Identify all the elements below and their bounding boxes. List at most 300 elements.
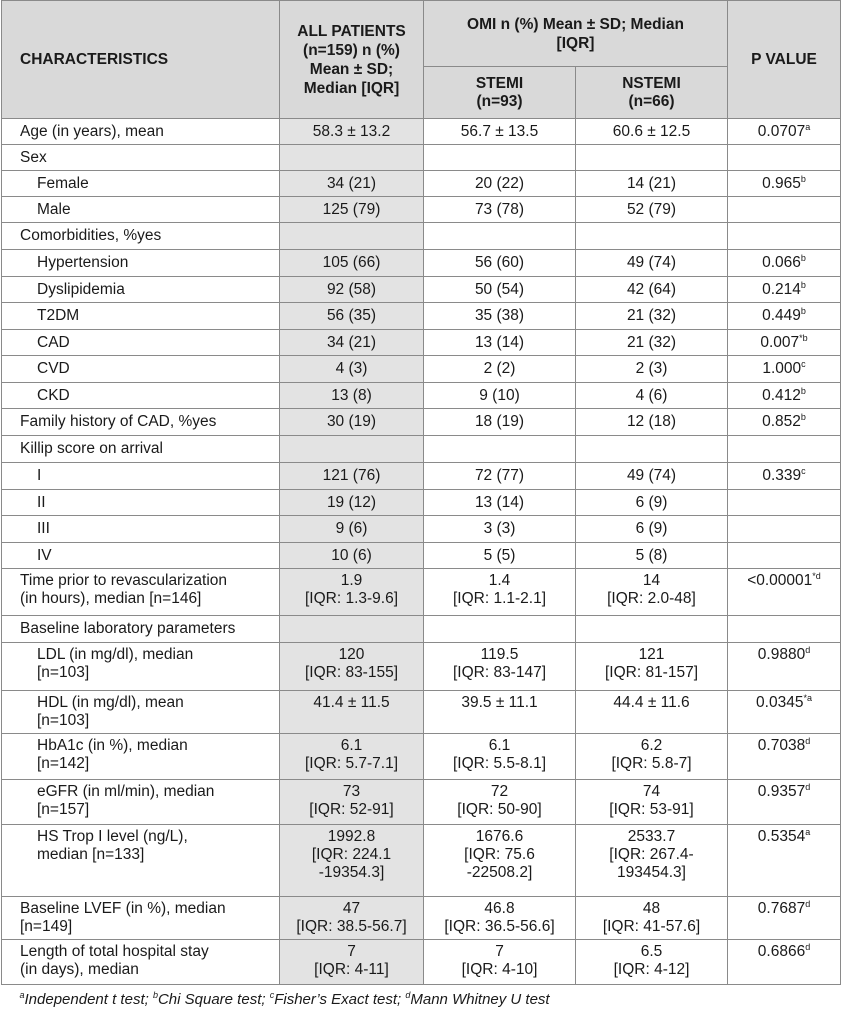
header-all-patients-text: ALL PATIENTS (n=159) n (%) Mean ± SD; Median [IQR] bbox=[297, 22, 406, 97]
cell-all-patients bbox=[280, 616, 424, 643]
cell-nstemi bbox=[576, 171, 728, 197]
cell-stemi-text: 35 (38) bbox=[474, 307, 525, 324]
cell-all-patients bbox=[280, 250, 424, 277]
row-label-text: eGFR (in ml/min), median [n=157] bbox=[37, 783, 215, 818]
cell-nstemi-text: 49 (74) bbox=[626, 254, 677, 271]
cell-p-value-text: 0.412 bbox=[762, 386, 801, 404]
cell-p-value bbox=[728, 490, 841, 516]
header-stemi bbox=[424, 67, 576, 119]
cell-stemi-text: 119.5 [IQR: 83-147] bbox=[452, 646, 547, 681]
cell-nstemi-text: 4 (6) bbox=[635, 386, 668, 404]
row-label bbox=[2, 436, 280, 463]
cell-all-patients bbox=[280, 303, 424, 330]
cell-stemi-text: 50 (54) bbox=[474, 280, 525, 298]
cell-stemi bbox=[424, 330, 576, 356]
cell-p-value bbox=[728, 691, 841, 734]
table-row bbox=[2, 330, 841, 356]
p-value-superscript: *b bbox=[799, 332, 808, 343]
cell-nstemi bbox=[576, 691, 728, 734]
row-label-text: Baseline laboratory parameters bbox=[20, 620, 236, 637]
row-label bbox=[2, 409, 280, 436]
table-row bbox=[2, 569, 841, 616]
characteristics-table bbox=[1, 0, 841, 1015]
cell-stemi bbox=[424, 119, 576, 145]
row-label-text: LDL (in mg/dl), median [n=103] bbox=[37, 646, 194, 681]
footnote-c: Fisher’s Exact test; bbox=[274, 991, 406, 1008]
cell-all-patients-text: 7 [IQR: 4-11] bbox=[314, 943, 389, 978]
row-label bbox=[2, 119, 280, 145]
cell-nstemi-text: 74 [IQR: 53-91] bbox=[609, 783, 694, 818]
cell-p-value bbox=[728, 825, 841, 897]
cell-all-patients bbox=[280, 277, 424, 303]
table-row bbox=[2, 616, 841, 643]
row-label bbox=[2, 171, 280, 197]
cell-p-value bbox=[728, 119, 841, 145]
cell-p-value-text: 0.5354 bbox=[757, 828, 806, 845]
cell-stemi bbox=[424, 436, 576, 463]
footnote-a: Independent t test; bbox=[24, 991, 153, 1008]
row-label-text: HS Trop I level (ng/L), median [n=133] bbox=[37, 828, 188, 863]
cell-nstemi-text: 2 (3) bbox=[635, 360, 668, 377]
p-value-superscript: d bbox=[805, 645, 811, 655]
row-label-text: Baseline LVEF (in %), median [n=149] bbox=[20, 900, 226, 935]
cell-stemi-text: 3 (3) bbox=[483, 520, 516, 537]
cell-stemi-text: 72 [IQR: 50-90] bbox=[457, 783, 542, 818]
cell-all-patients-text: 10 (6) bbox=[331, 546, 372, 564]
cell-all-patients-text: 120 [IQR: 83-155] bbox=[304, 646, 399, 681]
cell-all-patients bbox=[280, 330, 424, 356]
row-label bbox=[2, 197, 280, 223]
cell-p-value-text: 0.339 bbox=[762, 467, 802, 484]
cell-stemi bbox=[424, 171, 576, 197]
cell-nstemi-text: 60.6 ± 12.5 bbox=[612, 122, 691, 140]
cell-all-patients bbox=[280, 490, 424, 516]
table-row bbox=[2, 897, 841, 940]
row-label bbox=[2, 356, 280, 383]
cell-all-patients bbox=[280, 197, 424, 223]
row-label bbox=[2, 940, 280, 985]
p-value-superscript: b bbox=[800, 279, 806, 290]
cell-nstemi-text: 5 (8) bbox=[635, 546, 668, 564]
cell-nstemi bbox=[576, 303, 728, 330]
cell-all-patients bbox=[280, 897, 424, 940]
cell-stemi bbox=[424, 643, 576, 691]
row-label-text: CKD bbox=[37, 386, 70, 404]
row-label-text: III bbox=[37, 520, 50, 537]
row-label bbox=[2, 734, 280, 780]
cell-all-patients bbox=[280, 409, 424, 436]
cell-stemi bbox=[424, 463, 576, 490]
cell-all-patients-text: 30 (19) bbox=[326, 413, 377, 430]
cell-p-value bbox=[728, 543, 841, 569]
header-nstemi-text: NSTEMI (n=66) bbox=[622, 74, 681, 110]
cell-nstemi bbox=[576, 543, 728, 569]
row-label bbox=[2, 330, 280, 356]
table-row bbox=[2, 436, 841, 463]
row-label bbox=[2, 543, 280, 569]
cell-all-patients-text: 34 (21) bbox=[326, 333, 377, 351]
cell-p-value bbox=[728, 383, 841, 409]
cell-nstemi bbox=[576, 356, 728, 383]
cell-all-patients bbox=[280, 436, 424, 463]
cell-p-value bbox=[728, 940, 841, 985]
row-label-text: Family history of CAD, %yes bbox=[20, 413, 217, 430]
p-value-superscript: *d bbox=[812, 571, 821, 581]
row-label-text: CAD bbox=[37, 333, 70, 351]
cell-stemi bbox=[424, 277, 576, 303]
row-label bbox=[2, 569, 280, 616]
cell-all-patients-text: 1.9 [IQR: 1.3-9.6] bbox=[304, 572, 399, 607]
footnote-sup-b: b bbox=[152, 990, 158, 1000]
row-label-text: Time prior to revascularization (in hours), median [n=146] bbox=[20, 572, 228, 607]
cell-stemi-text: 18 (19) bbox=[474, 413, 525, 430]
footnote-sup-d: d bbox=[405, 990, 411, 1000]
row-label bbox=[2, 825, 280, 897]
row-label bbox=[2, 490, 280, 516]
table-row bbox=[2, 145, 841, 171]
cell-all-patients-text: 6.1 [IQR: 5.7-7.1] bbox=[304, 737, 399, 772]
cell-stemi-text: 56 (60) bbox=[474, 254, 525, 271]
cell-all-patients bbox=[280, 780, 424, 825]
p-value-superscript: b bbox=[800, 173, 806, 184]
cell-stemi bbox=[424, 569, 576, 616]
header-stemi-text: STEMI (n=93) bbox=[475, 74, 524, 110]
cell-stemi bbox=[424, 383, 576, 409]
cell-nstemi-text: 6.2 [IQR: 5.8-7] bbox=[611, 737, 692, 772]
table-row bbox=[2, 516, 841, 543]
cell-all-patients bbox=[280, 643, 424, 691]
cell-nstemi bbox=[576, 616, 728, 643]
cell-stemi bbox=[424, 897, 576, 940]
header-nstemi bbox=[576, 67, 728, 119]
p-value-superscript: d bbox=[805, 736, 811, 746]
cell-all-patients-text: 105 (66) bbox=[322, 254, 381, 271]
row-label-text: Dyslipidemia bbox=[37, 280, 125, 298]
table-row bbox=[2, 409, 841, 436]
p-value-superscript: a bbox=[805, 827, 811, 837]
cell-p-value-text: 0.9880 bbox=[757, 646, 806, 663]
cell-nstemi-text: 14 (21) bbox=[626, 174, 677, 192]
cell-stemi bbox=[424, 409, 576, 436]
header-characteristics: CHARACTERISTICS bbox=[2, 1, 280, 119]
cell-nstemi bbox=[576, 516, 728, 543]
table-footnote bbox=[2, 985, 841, 1016]
cell-p-value-text: 0.7038 bbox=[757, 737, 806, 754]
cell-nstemi-text: 52 (79) bbox=[626, 200, 677, 218]
cell-all-patients bbox=[280, 940, 424, 985]
table-row bbox=[2, 643, 841, 691]
cell-stemi bbox=[424, 734, 576, 780]
cell-nstemi-text: 6 (9) bbox=[635, 493, 668, 511]
p-value-superscript: d bbox=[805, 899, 811, 909]
cell-all-patients-text: 13 (8) bbox=[331, 386, 372, 404]
cell-stemi-text: 73 (78) bbox=[474, 200, 525, 218]
cell-nstemi bbox=[576, 940, 728, 985]
cell-p-value-text: 0.007 bbox=[760, 333, 800, 351]
cell-p-value bbox=[728, 250, 841, 277]
cell-all-patients bbox=[280, 516, 424, 543]
cell-p-value-text: 1.000 bbox=[762, 360, 802, 377]
row-label-text: Age (in years), mean bbox=[20, 122, 164, 140]
cell-nstemi-text: 42 (64) bbox=[626, 280, 677, 298]
header-all-patients bbox=[280, 1, 424, 119]
cell-all-patients bbox=[280, 734, 424, 780]
cell-all-patients-text: 47 [IQR: 38.5-56.7] bbox=[296, 900, 407, 935]
footnote-sup-a: a bbox=[19, 990, 25, 1000]
cell-p-value-text: <0.00001 bbox=[747, 572, 813, 589]
cell-nstemi bbox=[576, 409, 728, 436]
header-p-value: P VALUE bbox=[728, 1, 841, 119]
p-value-superscript: b bbox=[800, 253, 806, 263]
cell-all-patients-text: 73 [IQR: 52-91] bbox=[309, 783, 394, 818]
cell-all-patients bbox=[280, 569, 424, 616]
table-row bbox=[2, 223, 841, 250]
cell-nstemi-text: 44.4 ± 11.6 bbox=[613, 694, 690, 711]
cell-p-value-text: 0.852 bbox=[762, 413, 801, 430]
cell-nstemi-text: 48 [IQR: 41-57.6] bbox=[602, 900, 701, 935]
cell-nstemi-text: 2533.7 [IQR: 267.4- 193454.3] bbox=[609, 828, 694, 881]
cell-all-patients-text: 4 (3) bbox=[335, 360, 368, 377]
row-label-text: Female bbox=[37, 174, 89, 192]
row-label-text: Killip score on arrival bbox=[20, 440, 163, 457]
p-value-superscript: b bbox=[800, 385, 806, 396]
cell-all-patients-text: 1992.8 [IQR: 224.1 -19354.3] bbox=[311, 828, 392, 881]
row-label bbox=[2, 691, 280, 734]
table-row bbox=[2, 171, 841, 197]
cell-nstemi bbox=[576, 277, 728, 303]
p-value-superscript: d bbox=[805, 782, 811, 792]
cell-stemi-text: 46.8 [IQR: 36.5-56.6] bbox=[444, 900, 555, 935]
row-label bbox=[2, 277, 280, 303]
cell-stemi bbox=[424, 543, 576, 569]
cell-nstemi-text: 49 (74) bbox=[626, 467, 677, 484]
row-label-text: II bbox=[37, 493, 46, 511]
cell-stemi-text: 20 (22) bbox=[474, 174, 525, 192]
cell-stemi bbox=[424, 490, 576, 516]
cell-p-value bbox=[728, 616, 841, 643]
cell-stemi bbox=[424, 356, 576, 383]
row-label bbox=[2, 616, 280, 643]
p-value-superscript: c bbox=[801, 466, 806, 476]
cell-nstemi bbox=[576, 897, 728, 940]
cell-nstemi-text: 14 [IQR: 2.0-48] bbox=[607, 572, 696, 607]
cell-all-patients-text: 92 (58) bbox=[326, 280, 377, 298]
cell-stemi-text: 13 (14) bbox=[474, 493, 525, 511]
cell-p-value-text: 0.7687 bbox=[757, 900, 806, 917]
cell-all-patients bbox=[280, 691, 424, 734]
cell-all-patients-text: 19 (12) bbox=[326, 493, 377, 511]
cell-stemi-text: 72 (77) bbox=[474, 467, 525, 484]
cell-p-value bbox=[728, 409, 841, 436]
cell-stemi bbox=[424, 250, 576, 277]
row-label-text: IV bbox=[37, 546, 52, 564]
cell-stemi-text: 39.5 ± 11.1 bbox=[461, 694, 538, 711]
cell-p-value bbox=[728, 330, 841, 356]
cell-all-patients bbox=[280, 171, 424, 197]
row-label bbox=[2, 897, 280, 940]
cell-nstemi-text: 121 [IQR: 81-157] bbox=[604, 646, 699, 681]
cell-p-value bbox=[728, 356, 841, 383]
table-row bbox=[2, 734, 841, 780]
cell-all-patients bbox=[280, 356, 424, 383]
cell-p-value bbox=[728, 516, 841, 543]
cell-nstemi bbox=[576, 643, 728, 691]
footnote-b: Chi Square test; bbox=[157, 991, 270, 1008]
p-value-superscript: *a bbox=[803, 693, 812, 703]
cell-nstemi-text: 21 (32) bbox=[626, 333, 677, 351]
cell-all-patients-text: 41.4 ± 11.5 bbox=[313, 694, 390, 711]
p-value-superscript: b bbox=[800, 412, 806, 422]
cell-nstemi bbox=[576, 330, 728, 356]
table-row bbox=[2, 691, 841, 734]
cell-stemi-text: 6.1 [IQR: 5.5-8.1] bbox=[452, 737, 547, 772]
cell-p-value bbox=[728, 171, 841, 197]
row-label bbox=[2, 643, 280, 691]
cell-p-value-text: 0.066 bbox=[762, 254, 801, 271]
p-value-superscript: b bbox=[800, 306, 806, 316]
cell-p-value bbox=[728, 569, 841, 616]
cell-p-value bbox=[728, 897, 841, 940]
row-label bbox=[2, 780, 280, 825]
cell-nstemi bbox=[576, 780, 728, 825]
cell-p-value bbox=[728, 303, 841, 330]
table-row bbox=[2, 543, 841, 569]
cell-p-value-text: 0.9357 bbox=[757, 783, 806, 800]
row-label bbox=[2, 383, 280, 409]
cell-nstemi bbox=[576, 734, 728, 780]
p-value-superscript: c bbox=[801, 359, 806, 369]
p-value-superscript: d bbox=[805, 942, 811, 952]
table-row bbox=[2, 825, 841, 897]
cell-stemi-text: 56.7 ± 13.5 bbox=[460, 122, 539, 140]
cell-nstemi bbox=[576, 463, 728, 490]
cell-nstemi-text: 6 (9) bbox=[635, 520, 668, 537]
table-row bbox=[2, 356, 841, 383]
cell-stemi bbox=[424, 825, 576, 897]
table-row bbox=[2, 463, 841, 490]
cell-p-value bbox=[728, 734, 841, 780]
cell-stemi bbox=[424, 616, 576, 643]
cell-stemi-text: 2 (2) bbox=[483, 360, 516, 377]
cell-all-patients-text: 9 (6) bbox=[335, 520, 368, 537]
cell-stemi-text: 13 (14) bbox=[474, 333, 525, 351]
cell-p-value bbox=[728, 463, 841, 490]
cell-all-patients-text: 56 (35) bbox=[326, 307, 377, 324]
row-label-text: CVD bbox=[37, 360, 70, 377]
cell-all-patients-text: 34 (21) bbox=[326, 174, 377, 192]
cell-all-patients bbox=[280, 543, 424, 569]
cell-nstemi bbox=[576, 223, 728, 250]
cell-nstemi bbox=[576, 436, 728, 463]
row-label-text: Male bbox=[37, 200, 71, 218]
cell-nstemi-text: 21 (32) bbox=[626, 307, 677, 324]
cell-stemi bbox=[424, 223, 576, 250]
cell-nstemi bbox=[576, 569, 728, 616]
row-label-text: I bbox=[37, 467, 42, 484]
cell-stemi-text: 5 (5) bbox=[483, 546, 516, 564]
cell-all-patients bbox=[280, 383, 424, 409]
header-omi bbox=[424, 1, 728, 67]
cell-p-value bbox=[728, 277, 841, 303]
cell-nstemi bbox=[576, 145, 728, 171]
cell-all-patients bbox=[280, 223, 424, 250]
footnote-sup-c: c bbox=[269, 990, 275, 1000]
cell-p-value-text: 0.0345 bbox=[756, 694, 804, 711]
cell-nstemi bbox=[576, 197, 728, 223]
cell-nstemi-text: 12 (18) bbox=[626, 413, 677, 430]
cell-stemi bbox=[424, 691, 576, 734]
table-row bbox=[2, 250, 841, 277]
row-label bbox=[2, 223, 280, 250]
cell-stemi-text: 9 (10) bbox=[479, 386, 520, 404]
table-row bbox=[2, 490, 841, 516]
cell-p-value bbox=[728, 643, 841, 691]
cell-p-value-text: 0.449 bbox=[762, 307, 801, 324]
row-label bbox=[2, 463, 280, 490]
row-label-text: HDL (in mg/dl), mean [n=103] bbox=[37, 694, 184, 729]
cell-p-value-text: 0.0707 bbox=[757, 122, 806, 140]
row-label-text: HbA1c (in %), median [n=142] bbox=[37, 737, 188, 772]
cell-all-patients bbox=[280, 145, 424, 171]
cell-p-value bbox=[728, 145, 841, 171]
row-label bbox=[2, 303, 280, 330]
cell-nstemi bbox=[576, 383, 728, 409]
cell-p-value bbox=[728, 197, 841, 223]
cell-stemi bbox=[424, 303, 576, 330]
row-label-text: Hypertension bbox=[37, 254, 129, 271]
header-omi-text: OMI n (%) Mean ± SD; Median [IQR] bbox=[467, 15, 684, 52]
cell-stemi bbox=[424, 516, 576, 543]
footnote-d: Mann Whitney U test bbox=[410, 991, 550, 1008]
cell-nstemi bbox=[576, 119, 728, 145]
cell-all-patients-text: 58.3 ± 13.2 bbox=[312, 122, 391, 140]
cell-stemi bbox=[424, 940, 576, 985]
cell-p-value-text: 0.6866 bbox=[757, 943, 806, 960]
row-label-text: T2DM bbox=[37, 307, 80, 324]
cell-all-patients-text: 125 (79) bbox=[322, 200, 381, 218]
cell-stemi bbox=[424, 145, 576, 171]
cell-p-value bbox=[728, 780, 841, 825]
p-value-superscript: a bbox=[805, 121, 811, 132]
table-row bbox=[2, 197, 841, 223]
row-label-text: Sex bbox=[20, 148, 47, 166]
cell-p-value-text: 0.965 bbox=[762, 174, 801, 192]
cell-nstemi bbox=[576, 825, 728, 897]
cell-all-patients bbox=[280, 825, 424, 897]
table-row bbox=[2, 780, 841, 825]
cell-all-patients bbox=[280, 463, 424, 490]
table-row bbox=[2, 119, 841, 145]
row-label bbox=[2, 516, 280, 543]
cell-nstemi bbox=[576, 490, 728, 516]
cell-nstemi bbox=[576, 250, 728, 277]
row-label-text: Comorbidities, %yes bbox=[20, 227, 162, 244]
cell-stemi-text: 7 [IQR: 4-10] bbox=[461, 943, 538, 978]
cell-nstemi-text: 6.5 [IQR: 4-12] bbox=[613, 943, 690, 978]
table-row bbox=[2, 383, 841, 409]
table-row bbox=[2, 277, 841, 303]
cell-all-patients-text: 121 (76) bbox=[322, 467, 381, 484]
cell-p-value bbox=[728, 436, 841, 463]
table-row bbox=[2, 303, 841, 330]
cell-stemi bbox=[424, 197, 576, 223]
cell-p-value-text: 0.214 bbox=[762, 280, 801, 298]
cell-stemi bbox=[424, 780, 576, 825]
row-label bbox=[2, 250, 280, 277]
cell-stemi-text: 1.4 [IQR: 1.1-2.1] bbox=[452, 572, 547, 607]
cell-stemi-text: 1676.6 [IQR: 75.6 -22508.2] bbox=[464, 828, 535, 881]
cell-all-patients bbox=[280, 119, 424, 145]
